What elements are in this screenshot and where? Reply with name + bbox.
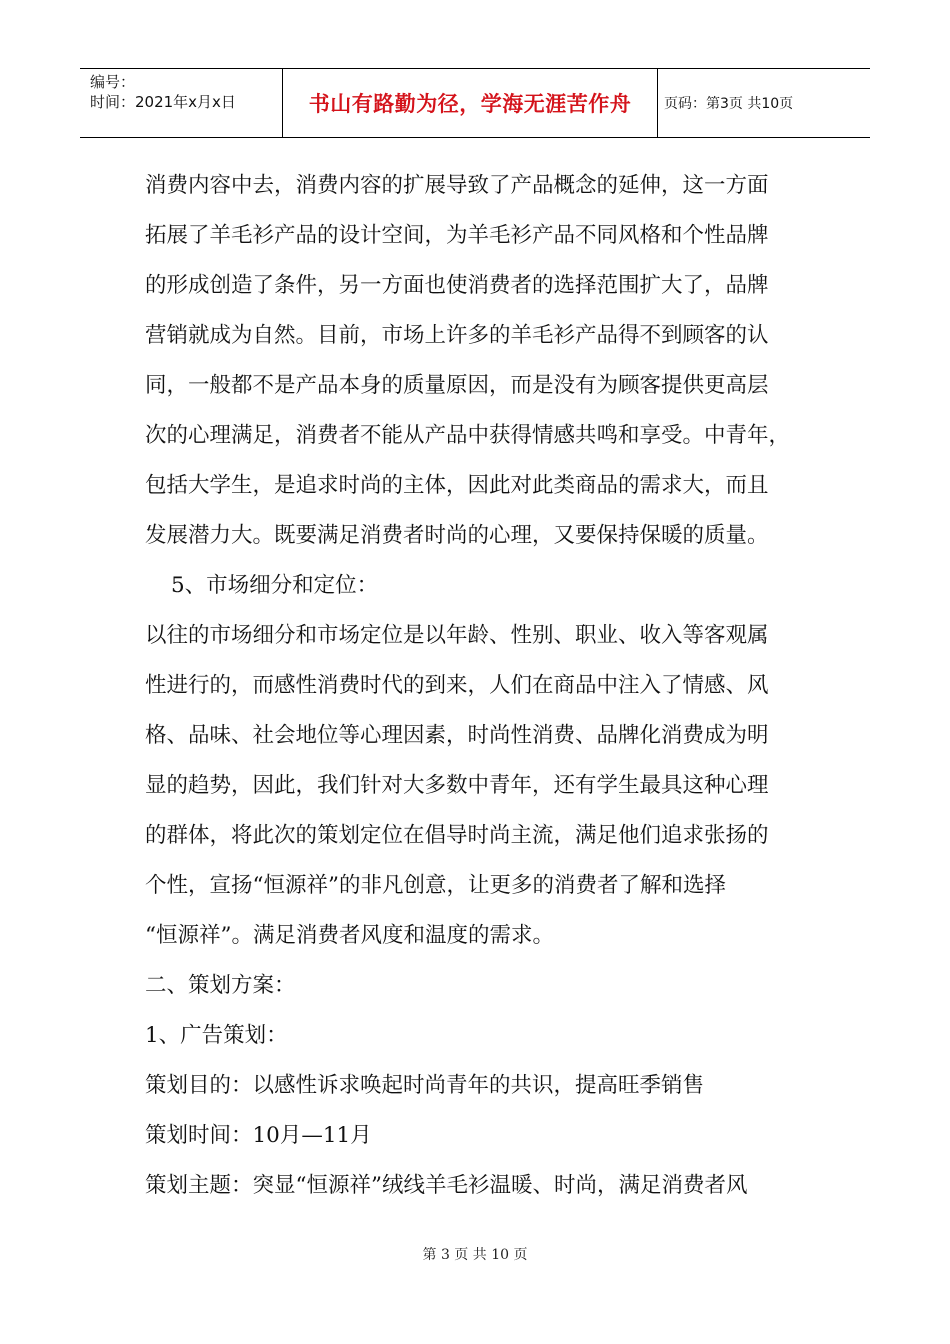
section-heading-market: 5、市场细分和定位： bbox=[171, 573, 379, 598]
document-number-label: 编号： bbox=[90, 73, 136, 91]
header-table bbox=[80, 68, 870, 138]
plan-time: 策划时间：10月—11月 bbox=[145, 1123, 372, 1148]
document-date-label: 时间：2021年x月x日 bbox=[90, 93, 236, 111]
body-line: 的形成创造了条件，另一方面也使消费者的选择范围扩大了，品牌 bbox=[145, 273, 769, 298]
body-line: 性进行的，而感性消费时代的到来，人们在商品中注入了情感、风 bbox=[145, 673, 769, 698]
header-motto: 书山有路勤为径，学海无涯苦作舟 bbox=[308, 92, 632, 116]
body-line: 格、品味、社会地位等心理因素，时尚性消费、品牌化消费成为明 bbox=[145, 723, 769, 748]
body-line: 拓展了羊毛衫产品的设计空间，为羊毛衫产品不同风格和个性品牌 bbox=[145, 223, 769, 248]
body-line: 同，一般都不是产品本身的质量原因，而是没有为顾客提供更高层 bbox=[145, 373, 769, 398]
body-line: 次的心理满足，消费者不能从产品中获得情感共鸣和享受。中青年， bbox=[145, 423, 791, 448]
document-body bbox=[145, 161, 805, 1211]
body-line: “恒源祥”。满足消费者风度和温度的需求。 bbox=[145, 923, 554, 948]
body-line: 发展潜力大。既要满足消费者时尚的心理，又要保持保暖的质量。 bbox=[145, 523, 769, 548]
body-line: 显的趋势，因此，我们针对大多数中青年，还有学生最具这种心理 bbox=[145, 773, 769, 798]
section-heading-plan: 二、策划方案： bbox=[145, 973, 296, 998]
page-footer: 第 3 页 共 10 页 bbox=[422, 1247, 528, 1263]
header-page-cell bbox=[658, 69, 870, 137]
header-meta-cell bbox=[80, 69, 283, 137]
subsection-heading-ad: 1、广告策划： bbox=[145, 1023, 288, 1048]
header-motto-cell bbox=[283, 69, 658, 137]
plan-purpose: 策划目的：以感性诉求唤起时尚青年的共识，提高旺季销售 bbox=[145, 1073, 705, 1098]
body-line: 包括大学生，是追求时尚的主体，因此对此类商品的需求大，而且 bbox=[145, 473, 769, 498]
header-page-info: 页码：第3页 共10页 bbox=[664, 96, 794, 112]
body-line: 的群体，将此次的策划定位在倡导时尚主流，满足他们追求张扬的 bbox=[145, 823, 769, 848]
body-line: 以往的市场细分和市场定位是以年龄、性别、职业、收入等客观属 bbox=[145, 623, 769, 648]
body-line: 个性，宣扬“恒源祥”的非凡创意，让更多的消费者了解和选择 bbox=[145, 873, 726, 898]
body-line: 营销就成为自然。目前，市场上许多的羊毛衫产品得不到顾客的认 bbox=[145, 323, 769, 348]
plan-theme: 策划主题：突显“恒源祥”绒线羊毛衫温暖、时尚，满足消费者风 bbox=[145, 1173, 748, 1198]
body-line: 消费内容中去，消费内容的扩展导致了产品概念的延伸，这一方面 bbox=[145, 173, 769, 198]
